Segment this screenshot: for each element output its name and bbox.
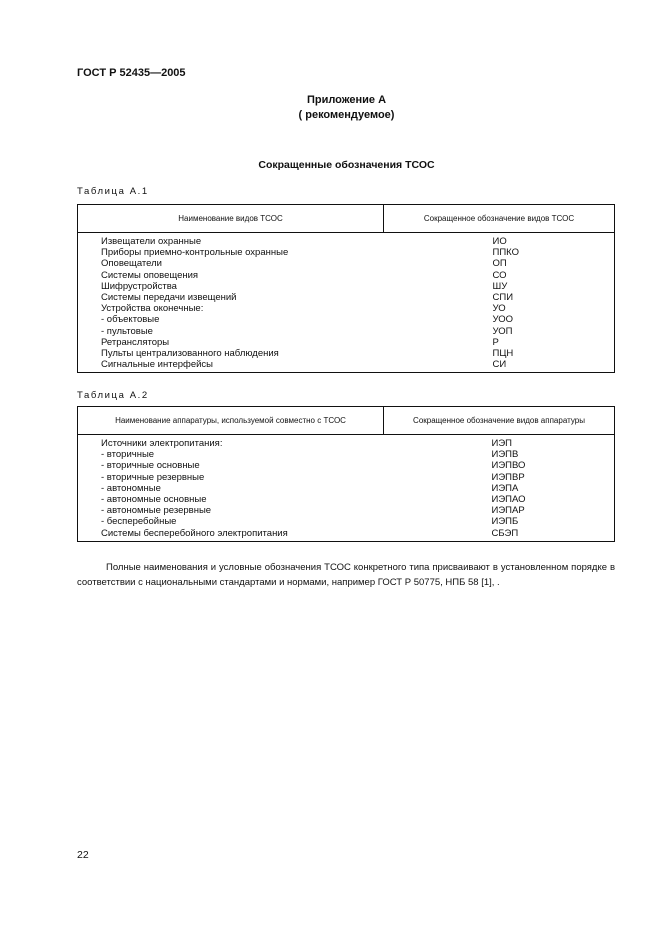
document-header: ГОСТ Р 52435—2005 [77,67,186,79]
row-abbreviation: УОО [384,314,615,325]
table-row [78,359,615,373]
row-abbreviation: ИЭПА [384,483,615,494]
page-number: 22 [77,849,89,861]
row-name: Приборы приемно-контрольные охранные [78,247,384,258]
table1-col2-header: Сокращенное обозначение видов ТСОС [384,205,615,233]
row-name: Извещатели охранные [78,233,384,248]
section-title: Сокращенные обозначения ТСОС [258,159,435,171]
row-abbreviation: СБЭП [384,528,615,542]
row-name: Шифрустройства [78,281,384,292]
row-abbreviation: ШУ [384,281,615,292]
row-abbreviation: СО [384,270,615,281]
row-name: - бесперебойные [78,516,384,527]
row-name: Ретрансляторы [78,337,384,348]
table-row [78,326,615,337]
row-abbreviation: ПЦН [384,348,615,359]
table-row [78,516,615,527]
row-name: - пультовые [78,326,384,337]
row-name: Системы передачи извещений [78,292,384,303]
row-abbreviation: ОП [384,258,615,269]
row-name: - вторичные резервные [78,472,384,483]
body-paragraph: Полные наименования и условные обозначения ТСОС конкретного типа присваивают в установленном порядке в соответствии с национальными стандартами и нормами, например ГОСТ Р 50775, НПБ 58 [1], . [77,562,615,588]
row-name: Устройства оконечные: [78,303,384,314]
row-abbreviation: ИЭП [384,435,615,450]
appendix-subtitle: ( рекомендуемое) [298,109,395,121]
table2 [77,406,615,542]
table-row [78,435,615,450]
row-name: - объектовые [78,314,384,325]
table2-col2-header: Сокращенное обозначение видов аппаратуры [384,407,615,435]
row-abbreviation: Р [384,337,615,348]
table-row [78,449,615,460]
row-name: - автономные основные [78,494,384,505]
table1 [77,204,615,373]
row-abbreviation: ИЭПАР [384,505,615,516]
table-row [78,314,615,325]
row-abbreviation: ИЭПВР [384,472,615,483]
row-name: - автономные [78,483,384,494]
table-row [78,292,615,303]
row-abbreviation: СИ [384,359,615,373]
table-row [78,494,615,505]
table2-label: Таблица А.2 [77,390,149,401]
table1-col1-header: Наименование видов ТСОС [78,205,384,233]
table-row [78,270,615,281]
row-abbreviation: ИО [384,233,615,248]
row-name: - вторичные основные [78,460,384,471]
row-abbreviation: СПИ [384,292,615,303]
row-abbreviation: ИЭПВ [384,449,615,460]
table-row [78,281,615,292]
row-abbreviation: ППКО [384,247,615,258]
table-row [78,233,615,248]
table-row [78,483,615,494]
table-row [78,337,615,348]
row-name: - вторичные [78,449,384,460]
table-row [78,528,615,542]
table2-col1-header: Наименование аппаратуры, используемой совместно с ТСОС [78,407,384,435]
row-abbreviation: УОП [384,326,615,337]
table-row [78,460,615,471]
appendix-title: Приложение А [306,94,387,106]
table-row [78,505,615,516]
table-row [78,247,615,258]
table-row [78,348,615,359]
row-abbreviation: УО [384,303,615,314]
table1-body [78,233,615,373]
table-row [78,303,615,314]
row-abbreviation: ИЭПБ [384,516,615,527]
table-row [78,472,615,483]
row-name: Сигнальные интерфейсы [78,359,384,373]
row-name: Системы бесперебойного электропитания [78,528,384,542]
table2-body [78,435,615,542]
row-abbreviation: ИЭПАО [384,494,615,505]
row-name: Источники электропитания: [78,435,384,450]
row-name: Оповещатели [78,258,384,269]
row-abbreviation: ИЭПВО [384,460,615,471]
table1-label: Таблица А.1 [77,186,149,197]
row-name: Пульты централизованного наблюдения [78,348,384,359]
table-row [78,258,615,269]
row-name: - автономные резервные [78,505,384,516]
row-name: Системы оповещения [78,270,384,281]
